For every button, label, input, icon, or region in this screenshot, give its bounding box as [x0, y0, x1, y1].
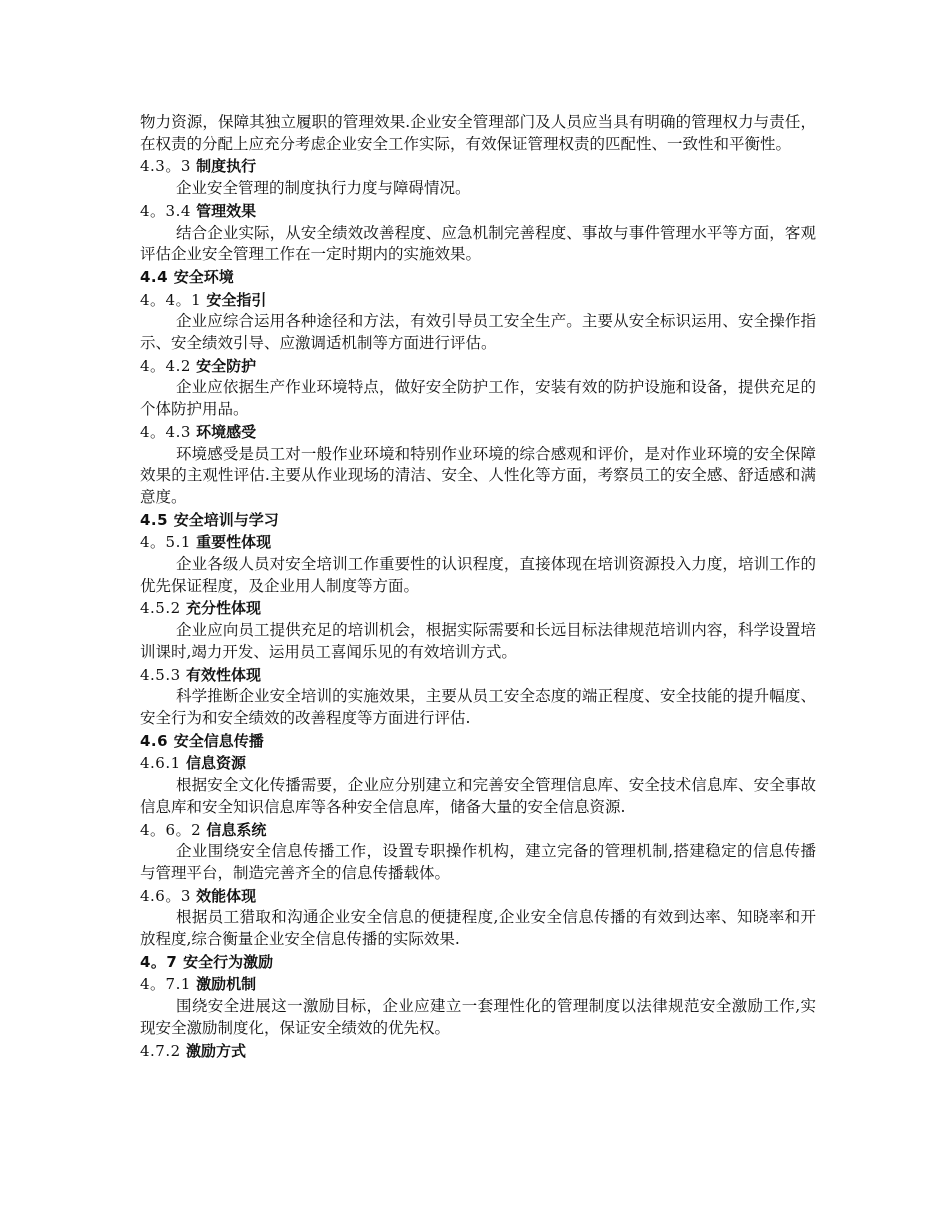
subsection-heading: [140, 664, 816, 687]
heading-number: 4。4。1: [140, 290, 207, 309]
heading-number: 4.7.2: [140, 1041, 186, 1060]
heading-number: 4。3.4: [140, 201, 197, 220]
section-heading: [140, 951, 816, 974]
section-heading: [140, 266, 816, 289]
paragraph: 物力资源，保障其独立履职的管理效果.企业安全管理部门及人员应当具有明确的管理权力与责任，在权责的分配上应充分考虑企业安全工作实际，有效保证管理权责的匹配性、一致性和平衡性。: [140, 113, 816, 153]
heading-title: 管理效果: [196, 201, 257, 220]
subsection-heading: [140, 355, 816, 378]
heading-title: 安全培训与学习: [173, 510, 279, 529]
heading-title: 制度执行: [196, 157, 257, 176]
heading-number: 4.6.1: [140, 754, 186, 773]
heading-title: 激励机制: [196, 975, 257, 994]
heading-title: 环境感受: [196, 422, 257, 441]
heading-number: 4。4.3: [140, 422, 197, 441]
subsection-heading: [140, 752, 816, 775]
heading-title: 激励方式: [185, 1041, 246, 1060]
heading-title: 安全指引: [206, 290, 267, 309]
paragraph: 环境感受是员工对一般作业环境和特别作业环境的综合感观和评价，是对作业环境的安全保障效果的主观性评估.主要从作业现场的清洁、安全、人性化等方面，考察员工的安全感、舒适感和满意度。: [140, 444, 816, 506]
subsection-heading: [140, 421, 816, 444]
heading-number: 4。7.1: [140, 975, 197, 994]
section-heading: [140, 730, 816, 753]
heading-number: 4。7: [140, 952, 184, 971]
heading-number: 4.6: [140, 731, 174, 750]
paragraph: 根据员工猎取和沟通企业安全信息的便捷程度,企业安全信息传播的有效到达率、知晓率和开放程度,综合衡量企业安全信息传播的实际效果.: [140, 908, 816, 949]
subsection-heading: [140, 1040, 816, 1063]
subsection-heading: [140, 200, 816, 223]
paragraph: 围绕安全进展这一激励目标，企业应建立一套理性化的管理制度以法律规范安全激励工作,实现安全激励制度化，保证安全绩效的优先权。: [140, 997, 816, 1037]
heading-title: 重要性体现: [196, 533, 272, 552]
subsection-heading: [140, 973, 816, 996]
heading-title: 安全环境: [173, 267, 234, 286]
paragraph: 科学推断企业安全培训的实施效果，主要从员工安全态度的端正程度、安全技能的提升幅度、安全行为和安全绩效的改善程度等方面进行评估.: [140, 687, 816, 727]
paragraph: 企业应向员工提供充足的培训机会，根据实际需要和长远目标法律规范培训内容，科学设置培训课时,竭力开发、运用员工喜闻乐见的有效培训方式。: [140, 621, 816, 661]
paragraph: 企业各级人员对安全培训工作重要性的认识程度，直接体现在培训资源投入力度，培训工作的优先保证程度，及企业用人制度等方面。: [140, 555, 816, 595]
paragraph: 企业安全管理的制度执行力度与障碍情况。: [176, 179, 471, 198]
heading-title: 安全信息传播: [173, 731, 264, 750]
heading-title: 安全行为激励: [183, 952, 274, 971]
heading-number: 4.5.2: [140, 599, 186, 618]
heading-number: 4.5.3: [140, 665, 186, 684]
section-heading: [140, 509, 816, 532]
subsection-heading: [140, 819, 816, 842]
subsection-heading: [140, 531, 816, 554]
heading-number: 4。4.2: [140, 356, 197, 375]
paragraph: 结合企业实际，从安全绩效改善程度、应急机制完善程度、事故与事件管理水平等方面，客观评估企业安全管理工作在一定时期内的实施效果。: [140, 223, 816, 264]
heading-title: 信息资源: [185, 754, 246, 773]
heading-number: 4.6。3: [140, 886, 197, 905]
heading-number: 4.5: [140, 510, 174, 529]
subsection-heading: [140, 155, 816, 178]
heading-number: 4.4: [140, 267, 174, 286]
subsection-heading: [140, 289, 816, 312]
heading-title: 有效性体现: [185, 665, 261, 684]
heading-number: 4。6。2: [140, 820, 207, 839]
subsection-heading: [140, 597, 816, 620]
heading-number: 4.3。3: [140, 157, 197, 176]
paragraph: 根据安全文化传播需要，企业应分别建立和完善安全管理信息库、安全技术信息库、安全事故信息库和安全知识信息库等各种安全信息库，储备大量的安全信息资源.: [140, 776, 816, 816]
paragraph: 企业应综合运用各种途径和方法，有效引导员工安全生产。主要从安全标识运用、安全操作指示、安全绩效引导、应激调适机制等方面进行评估。: [140, 312, 816, 353]
paragraph: 企业围绕安全信息传播工作，设置专职操作机构，建立完备的管理机制,搭建稳定的信息传播与管理平台，制造完善齐全的信息传播载体。: [140, 842, 816, 882]
heading-title: 效能体现: [196, 886, 257, 905]
heading-title: 充分性体现: [185, 599, 261, 618]
paragraph: 企业应依据生产作业环境特点，做好安全防护工作，安装有效的防护设施和设备，提供充足的个体防护用品。: [140, 378, 816, 419]
document-body: [140, 112, 816, 1062]
heading-title: 安全防护: [196, 356, 257, 375]
subsection-heading: [140, 885, 816, 908]
heading-number: 4。5.1: [140, 533, 197, 552]
heading-title: 信息系统: [206, 820, 267, 839]
